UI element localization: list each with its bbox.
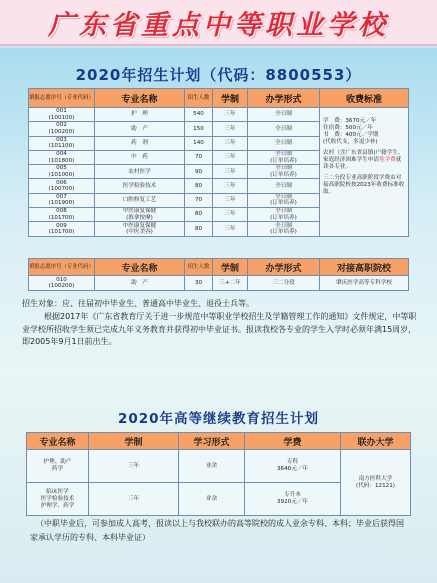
table-row: 005 (101000) 农村医学 90 三年 全日制 (订单培养) <box>29 165 409 179</box>
three-two-plan-table <box>28 258 409 291</box>
header-form: 学习形式 <box>179 433 245 450</box>
header-mode: 办学形式 <box>248 259 320 276</box>
continuing-title: 2020年高等继续教育招生计划 <box>117 411 320 427</box>
table-row: 010 (100200) 助 产 30 三+二年 三二分段 肇庆医学高等专科学校 <box>29 276 409 291</box>
header-code: 填报志愿序号（专业代码） <box>29 89 95 108</box>
header-major: 专业名称 <box>95 89 185 108</box>
table-row: 001 (100100) 护 理 540 三年 全日制 学 费：3670元／年 住宿费：500元／年 书 费：400元／学期 (代收代支，多退少补) 农村（含广东省县镇)户籍学生、家庭经济困难学生申请免学费就读各专业。 三二分段专业高职阶段学费由对接高职院校按2023年收费标准收取。 <box>29 108 409 122</box>
header-code: 填报志愿序号（专业代码） <box>29 259 95 276</box>
table-row: 004 (101800) 中 药 70 三年 全日制 (订单培养) <box>29 150 409 164</box>
header-mode: 办学形式 <box>248 89 320 108</box>
table-row: 002 (100200) 助 产 150 三年 全日制 <box>29 122 409 136</box>
fee-notes: 学 费：3670元／年 住宿费：500元／年 书 费：400元／学期 (代收代支，多退少补) 农村（含广东省县镇)户籍学生、家庭经济困难学生申请免学费就读各专业。 三二分段专业高职阶段学费由对接高职院校按2023年收费标准收取。 <box>320 108 409 237</box>
table-row: 008 (101700) 中医康复保健 (推拿按摩) 80 三年 全日制 (订单培养) <box>29 208 409 222</box>
header-college: 联办大学 <box>341 433 411 450</box>
header-fee: 收费标准 <box>320 89 409 108</box>
table-row: 009 (101700) 中医康复保健 (中医美容) 80 三年 全日制 (订单培养) <box>29 222 409 236</box>
header-major: 专业名称 <box>27 433 89 450</box>
school-title: 广东省重点中等职业学校 <box>48 9 389 41</box>
header-banner <box>0 0 437 46</box>
header-years: 学制 <box>213 89 248 108</box>
table-row: 003 (101100) 药 剂 140 三年 全日制 <box>29 136 409 150</box>
header-college: 对接高职院校 <box>320 259 409 276</box>
table-row: 006 (100700) 医学检验技术 80 三年 全日制 <box>29 179 409 193</box>
header-fee: 学费 <box>245 433 341 450</box>
header-years: 学制 <box>89 433 179 450</box>
table-row: 临床医学 医学检验技术 护理学、药学 三年 业余 专升本 3920元／年 <box>27 483 411 516</box>
enrollment-plan-table <box>28 88 409 237</box>
header-years: 学制 <box>213 259 248 276</box>
table-row: 护理、助产 药学 三年 业余 专科 3640元／年 南方医科大学 (代码：12121) <box>27 450 411 483</box>
header-count: 招生人数 <box>185 259 213 276</box>
plan-title: 2020年招生计划（代码：8800553） <box>75 66 362 84</box>
header-major: 专业名称 <box>95 259 185 276</box>
admission-target: 招生对象：应、往届初中毕业生、普通高中毕业生、退役士兵等。 <box>22 299 254 308</box>
admission-policy: 根据2017年《广东省教育厅关于进一步规范中等职业学校招生及学籍管理工作的通知》文件规定，中等职业学校所招收学生须已完成九年义务教育并获得初中毕业证书。报读我校各专业的学生入学时必须年满15周岁，即2005年9月1日前出生。 <box>22 312 417 346</box>
partner-university: 南方医科大学 (代码：12121) <box>341 450 411 516</box>
continuing-note: （中职毕业后，可参加成人高考，报读以上与我校联办的高等院校的成人业余专科、本科；毕业后获得国家承认学历的专科、本科毕业证） <box>30 519 404 542</box>
continuing-education-table <box>26 432 411 516</box>
table-row: 007 (101900) 口腔修复工艺 70 三年 全日制 (订单培养) <box>29 193 409 207</box>
header-count: 招生人数 <box>185 89 213 108</box>
